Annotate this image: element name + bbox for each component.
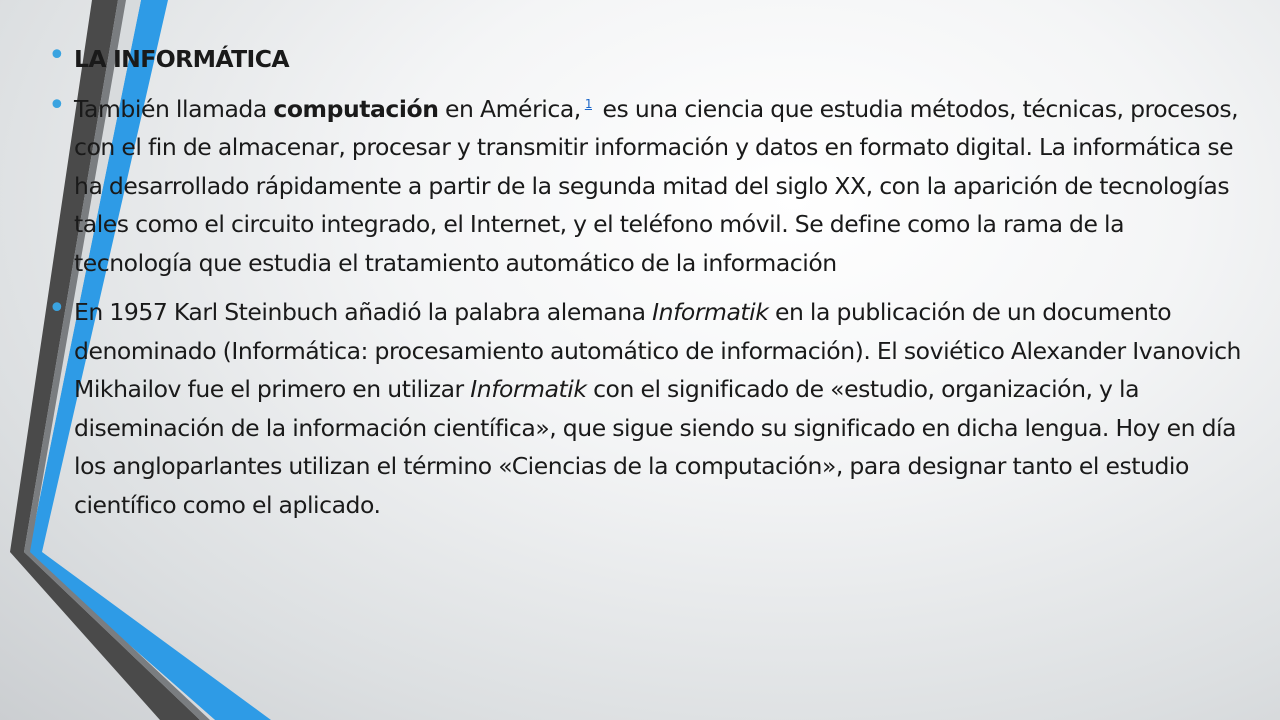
text-segment: en América, (438, 94, 581, 123)
text-segment: en la publicación de un documento denominado (Informática: procesamiento automático de información). El soviético Alexander Ivanovich Mikhailov fue el primero en utilizar (74, 298, 1241, 403)
slide-title: LA INFORMÁTICA (74, 45, 289, 73)
text-segment: También llamada (74, 94, 274, 123)
italic-term: Informatik (470, 375, 587, 403)
slide-content (44, 40, 1244, 535)
reference-link[interactable]: 1 (584, 96, 592, 111)
bullet-definition (44, 87, 1244, 283)
bullet-history (44, 293, 1244, 524)
italic-term: Informatik (652, 298, 769, 326)
bullet-dot: • (48, 38, 66, 73)
bullet-dot: • (48, 87, 66, 123)
bullet-dot: • (48, 291, 66, 326)
bold-term: computación (273, 94, 439, 123)
text-segment: es una ciencia que estudia métodos, técnicas, procesos, con el fin de almacenar, procesar y transmitir información y datos en formato digital. La informática se ha desarrollado rápidamente a partir de la segunda mitad del siglo XX, con la aparición de tecnologías tales como el circuito integrado, el Internet, y el teléfono móvil. Se define como la rama de la tecnología que estudia el tratamiento automático de la información (74, 94, 1239, 277)
text-segment: En 1957 Karl Steinbuch añadió la palabra alemana (74, 298, 653, 326)
text-segment: con el significado de «estudio, organización, y la diseminación de la información científica», que sigue siendo su significado en dicha lengua. Hoy en día los angloparlantes utilizan el término «Ciencias de la computación», para designar tanto el estudio científico como el aplicado. (74, 375, 1237, 519)
bullet-title (44, 40, 1244, 79)
